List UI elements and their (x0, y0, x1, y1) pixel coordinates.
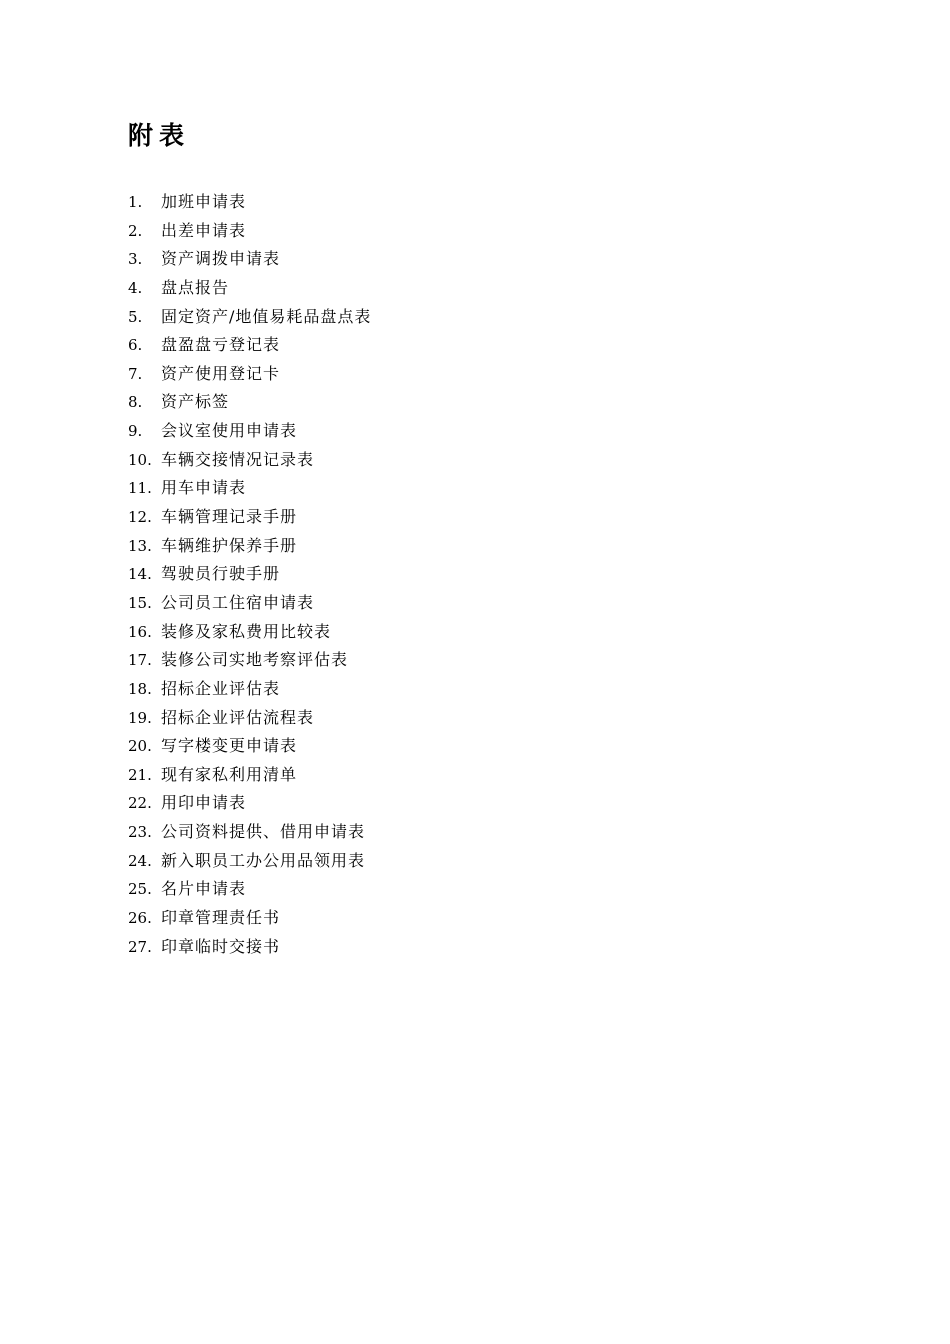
list-item-number: 1. (128, 193, 143, 211)
list-item-label: 写字楼变更申请表 (161, 736, 298, 756)
list-item (128, 560, 371, 589)
list-item-label: 会议室使用申请表 (161, 421, 298, 441)
list-item-number: 25. (128, 880, 152, 899)
list-item-number: 13. (128, 536, 152, 555)
list-item-number: 4. (128, 278, 143, 297)
list-item (128, 388, 371, 417)
list-item (128, 618, 371, 647)
list-item (128, 446, 371, 475)
list-item-number: 19. (128, 708, 152, 727)
list-item-number: 21. (128, 765, 152, 784)
list-item-label: 用印申请表 (161, 793, 247, 813)
list-item-label: 招标企业评估表 (161, 678, 281, 698)
list-item-number: 14. (128, 565, 152, 584)
list-item (128, 474, 371, 503)
list-item-number: 12. (128, 508, 152, 527)
list-item-label: 现有家私利用清单 (161, 764, 298, 784)
list-item-number: 9. (128, 422, 143, 441)
list-item (128, 274, 371, 303)
list-item-label: 招标企业评估流程表 (161, 707, 315, 727)
list-item-number: 5. (128, 307, 143, 326)
list-item-label: 公司资料提供、借用申请表 (161, 822, 366, 842)
list-item-number: 20. (128, 737, 152, 756)
list-item-label: 印章管理责任书 (161, 908, 281, 928)
list-item (128, 331, 371, 360)
list-item-label: 公司员工住宿申请表 (161, 592, 315, 612)
list-item-label: 资产调拨申请表 (161, 249, 281, 269)
list-item-label: 驾驶员行驶手册 (161, 564, 281, 584)
list-item-number: 7. (128, 364, 143, 383)
list-item (128, 245, 371, 274)
list-item-number: 3. (128, 250, 143, 269)
page-title: 附表 (128, 121, 191, 150)
list-item-label: 名片申请表 (161, 879, 247, 899)
list-item (128, 818, 371, 847)
list-item-label: 加班申请表 (161, 192, 247, 211)
list-item-label: 车辆维护保养手册 (161, 535, 298, 555)
list-item (128, 417, 371, 446)
list-item-number: 24. (128, 851, 152, 870)
list-item-label: 装修及家私费用比较表 (161, 621, 332, 641)
list-item (128, 904, 371, 933)
list-item-label: 固定资产/地值易耗品盘点表 (161, 306, 372, 326)
list-item (128, 732, 371, 761)
list-item (128, 847, 371, 876)
list-item (128, 875, 371, 904)
list-item-label: 车辆管理记录手册 (161, 507, 298, 527)
list-item-label: 盘盈盘亏登记表 (161, 335, 281, 355)
list-item-label: 资产标签 (161, 392, 230, 412)
list-item (128, 761, 371, 790)
list-item-label: 印章临时交接书 (161, 936, 281, 956)
list-item (128, 589, 371, 618)
list-item-label: 新入职员工办公用品领用表 (161, 850, 366, 870)
list-item-label: 盘点报告 (161, 277, 230, 297)
list-item (128, 704, 371, 733)
list-item-label: 用车申请表 (161, 478, 247, 498)
list-item-number: 10. (128, 450, 152, 469)
list-item (128, 933, 371, 962)
list-item-number: 17. (128, 651, 152, 670)
list-item (128, 646, 371, 675)
list-item (128, 789, 371, 818)
list-item (128, 675, 371, 704)
list-item-number: 11. (128, 479, 152, 498)
list-item-number: 8. (128, 393, 143, 412)
list-item-number: 22. (128, 794, 152, 813)
list-item-number: 26. (128, 909, 152, 928)
list-item-number: 15. (128, 593, 152, 612)
list-item-number: 6. (128, 336, 143, 355)
list-item (128, 217, 371, 246)
list-item-label: 资产使用登记卡 (161, 363, 281, 383)
list-item (128, 360, 371, 389)
list-item (128, 503, 371, 532)
list-item-label: 装修公司实地考察评估表 (161, 650, 349, 670)
list-item-number: 23. (128, 823, 152, 842)
list-item (128, 303, 371, 332)
list-item (128, 188, 371, 217)
list-item-number: 16. (128, 622, 152, 641)
list-item-number: 18. (128, 679, 152, 698)
list-item (128, 532, 371, 561)
list-item-label: 出差申请表 (161, 220, 247, 240)
list-item-number: 2. (128, 221, 143, 240)
appendix-list (128, 188, 371, 961)
list-item-number: 27. (128, 937, 152, 956)
list-item-label: 车辆交接情况记录表 (161, 449, 315, 469)
